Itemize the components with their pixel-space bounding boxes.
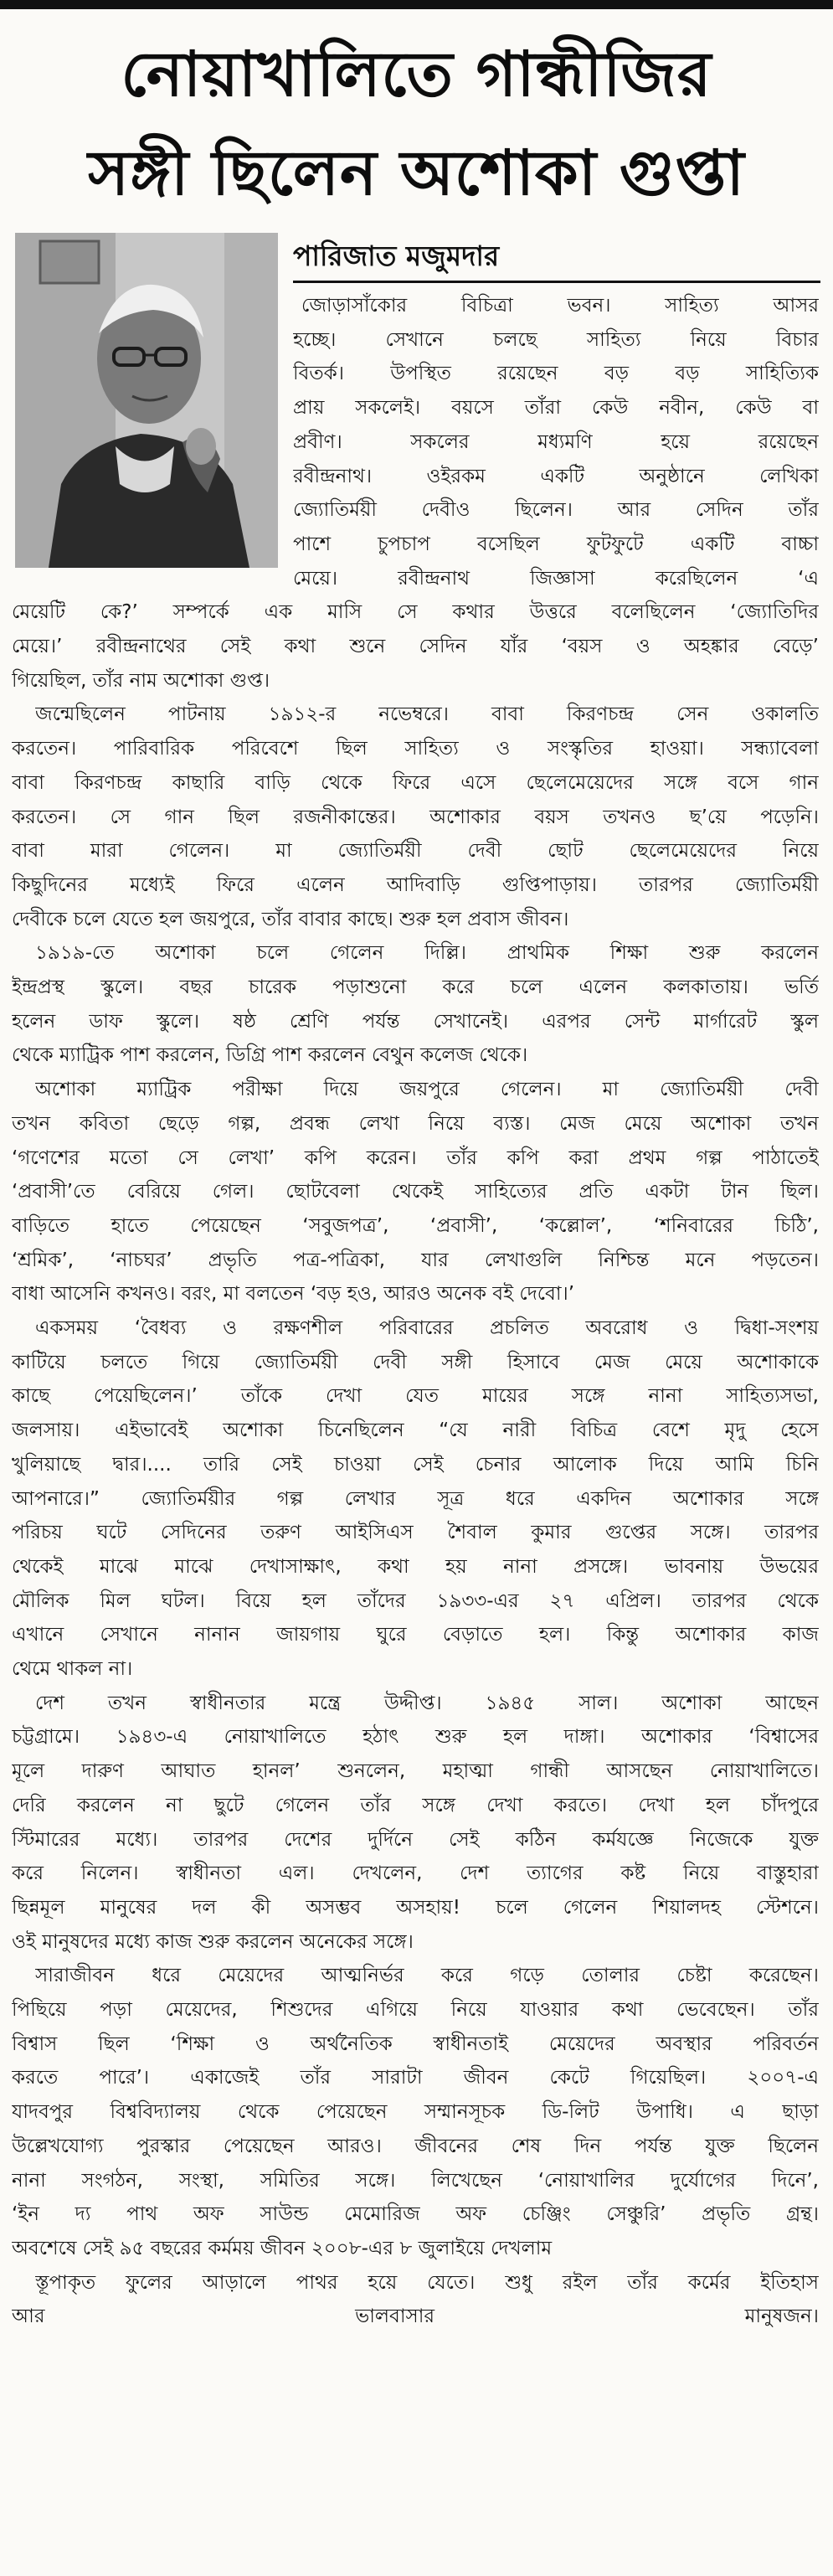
article-line: একসময় ‘বৈধব্য ও রক্ষণশীল পরিবারের প্রচলিত অবরোধ ও দ্বিধা-সংশয় [35, 1317, 819, 1339]
article-line: কাটিয়ে চলতে গিয়ে জ্যোতির্ময়ী দেবী সঙ্গী হিসাবে মেজ মেয়ে অশোকাকে [12, 1351, 819, 1373]
article-line: ‘শ্রমিক’, ‘নাচঘর’ প্রভৃতি পত্র-পত্রিকা, যার লেখাগুলি নিশ্চিন্ত মনে পড়তেন। [12, 1249, 819, 1271]
article-line: ছিন্নমূল মানুষের দল কী অসম্ভব অসহায়! চলে গেলেন শিয়ালদহ স্টেশনে। [12, 1896, 819, 1919]
article-line: স্টিমারের মধ্যে। তারপর দেশের দুর্দিনে সেই কঠিন কর্মযজ্ঞে নিজেকে যুক্ত [12, 1828, 819, 1851]
article-line: নানা সংগঠন, সংস্থা, সমিতির সঙ্গে। লিখেছেন ‘নোয়াখালির দুর্যোগের দিনে’, [12, 2169, 819, 2192]
article-line: জোড়াসাঁকোর বিচিত্রা ভবন। সাহিত্য আসর [301, 295, 819, 317]
article-line: থেমে থাকল না। [12, 1658, 133, 1680]
article-line: বিশ্বাস ছিল ‘শিক্ষা ও অর্থনৈতিক স্বাধীনতাই মেয়েদের অবস্থার পরিবর্তন [12, 2032, 819, 2055]
article-line: স্তূপাকৃত ফুলের আড়ালে পাথর হয়ে যেতে। শুধু রইল তাঁর কর্মের ইতিহাস [35, 2271, 819, 2294]
article-line: চট্টগ্রামে। ১৯৪৩-এ নোয়াখালিতে হঠাৎ শুরু হল দাঙ্গা। অশোকার ‘বিশ্বাসের [12, 1726, 819, 1749]
portrait-photo-art [15, 233, 278, 568]
article-line: বাড়িতে হাতে পেয়েছেন ‘সবুজপত্র’, ‘প্রবাসী’, ‘কল্লোল’, ‘শনিবারের চিঠি’, [12, 1214, 819, 1237]
article-line: হলেন ডাফ স্কুলে। ষষ্ঠ শ্রেণি পর্যন্ত সেখানেই। এরপর সেন্ট মার্গারেট স্কুল [12, 1010, 819, 1033]
article-line: জন্মেছিলেন পাটনায় ১৯১২-র নভেম্বরে। বাবা কিরণচন্দ্র সেন ওকালতি [35, 703, 819, 726]
article-line: যাদবপুর বিশ্ববিদ্যালয় থেকে পেয়েছেন সম্মানসূচক ডি-লিট উপাধি। এ ছাড়া [12, 2101, 819, 2124]
article-line: অশোকা ম্যাট্রিক পরীক্ষা দিয়ে জয়পুরে গেলেন। মা জ্যোতির্ময়ী দেবী [35, 1079, 819, 1101]
article-line: অবশেষে সেই ৯৫ বছরের কর্মময় জীবন ২০০৮-এর ৮ জুলাইয়ে দেখলাম [12, 2237, 553, 2259]
article-line: থেকেই মাঝে মাঝে দেখাসাক্ষাৎ, কথা হয় নানা প্রসঙ্গে। ভাবনায় উভয়ের [12, 1555, 819, 1578]
article-line: পাশে চুপচাপ বসেছিল ফুটফুটে একটি বাচ্চা [293, 533, 819, 555]
article-line: বাবা মারা গেলেন। মা জ্যোতির্ময়ী দেবী ছোট ছেলেমেয়েদের নিয়ে [12, 840, 819, 863]
article-line: কিছুদিনের মধ্যেই ফিরে এলেন আদিবাড়ি গুপ্তিপাড়ায়। তারপর জ্যোতির্ময়ী [12, 873, 819, 896]
byline-author: পারিজাত মজুমদার [293, 237, 820, 283]
article-line: গিয়েছিল, তাঁর নাম অশোকা গুপ্ত। [12, 669, 270, 692]
article-line: আপনারে।” জ্যোতির্ময়ীর গল্প লেখার সূত্র ধরে একদিন অশোকার সঙ্গে [12, 1487, 819, 1510]
article-line: পিছিয়ে পড়া মেয়েদের, শিশুদের এগিয়ে নিয়ে যাওয়ার কথা ভেবেছেন। তাঁর [12, 1999, 819, 2021]
article-line: করতে পারে’। একাজেই তাঁর সারাটা জীবন কেটে গিয়েছিল। ২০০৭-এ [12, 2067, 819, 2089]
article-line: ‘গণেশের মতো সে লেখা’ কপি করেন। তাঁর কপি করা প্রথম গল্প পাঠাতেই [12, 1146, 819, 1169]
article-line: জলসায়। এইভাবেই অশোকা চিনেছিলেন “যে নারী বিচিত্র বেশে মৃদু হেসে [12, 1419, 819, 1442]
article-line: খুলিয়াছে দ্বার।.... তারি সেই চাওয়া সেই চেনার আলোক দিয়ে আমি চিনি [12, 1453, 819, 1476]
article-line: ওই মানুষদের মধ্যে কাজ শুরু করলেন অনেকের সঙ্গে। [12, 1930, 414, 1953]
article-line: পরিচয় ঘটে সেদিনের তরুণ আইসিএস শৈবাল কুমার গুপ্তের সঙ্গে। তারপর [12, 1522, 819, 1544]
article-line: দেশ তখন স্বাধীনতার মন্ত্রে উদ্দীপ্ত। ১৯৪৫ সাল। অশোকা আছেন [35, 1692, 819, 1714]
headline-line-2: সঙ্গী ছিলেন অশোকা গুপ্তা [88, 137, 745, 209]
article-line: এখানে সেখানে নানান জায়গায় ঘুরে বেড়াতে হল। কিন্তু অশোকার কাজ [12, 1624, 819, 1646]
headline [8, 25, 825, 223]
article-line: সারাজীবন ধরে মেয়েদের আত্মনির্ভর করে গড়ে তোলার চেষ্টা করেছেন। [35, 1965, 819, 1987]
article-line: ১৯১৯-তে অশোকা চলে গেলেন দিল্লি। প্রাথমিক শিক্ষা শুরু করলেন [35, 942, 819, 965]
article-line: দেরি করলেন না ছুটে গেলেন তাঁর সঙ্গে দেখা করতে। দেখা হল চাঁদপুরে [12, 1794, 819, 1816]
portrait-photo [15, 233, 278, 568]
article-line: কাছে পেয়েছিলেন।’ তাঁকে দেখা যেত মায়ের সঙ্গে নানা সাহিত্যসভা, [12, 1385, 819, 1408]
article-line: মূলে দারুণ আঘাত হানল’ শুনলেন, মহাত্মা গান্ধী আসছেন নোয়াখালিতে। [12, 1760, 819, 1783]
article-line: উল্লেখযোগ্য পুরস্কার পেয়েছেন আরও। জীবনের শেষ দিন পর্যন্ত যুক্ত ছিলেন [12, 2135, 819, 2157]
article-line: দেবীকে চলে যেতে হল জয়পুরে, তাঁর বাবার কাছে। শুরু হল প্রবাস জীবন। [12, 908, 569, 930]
article-line: থেকে ম্যাট্রিক পাশ করলেন, ডিগ্রি পাশ করলেন বেথুন কলেজ থেকে। [12, 1044, 528, 1067]
article-line: জ্যোতির্ময়ী দেবীও ছিলেন। আর সেদিন তাঁর [293, 499, 819, 522]
article-line: করতেন। পারিবারিক পরিবেশে ছিল সাহিত্য ও সংস্কৃতির হাওয়া। সন্ধ্যাবেলা [12, 738, 819, 760]
article-line: করে নিলেন। স্বাধীনতা এল। দেখলেন, দেশ ত্যাগের কষ্ট নিয়ে বাস্তুহারা [12, 1862, 819, 1885]
article-line: মেয়ে। রবীন্দ্রনাথ জিজ্ঞাসা করেছিলেন ‘এ [293, 567, 819, 590]
article-line: মেয়ে।’ রবীন্দ্রনাথের সেই কথা শুনে সেদিন যাঁর ‘বয়স ও অহঙ্কার বেড়ে’ [12, 636, 819, 657]
article-line: বিতর্ক। উপস্থিত রয়েছেন বড় বড় সাহিত্যিক [293, 363, 819, 385]
article-line: বাবা কিরণচন্দ্র কাছারি বাড়ি থেকে ফিরে এসে ছেলেমেয়েদের সঙ্গে বসে গান [12, 771, 819, 794]
top-rule [0, 0, 833, 9]
article-line: রবীন্দ্রনাথ। ওইরকম একটি অনুষ্ঠানে লেখিকা [293, 465, 819, 487]
article-line: করতেন। সে গান ছিল রজনীকান্তের। অশোকার বয়স তখনও ছ’য়ে পড়েনি। [12, 806, 819, 828]
article-line: প্রবীণ। সকলের মধ্যমণি হয়ে রয়েছেন [293, 430, 819, 453]
headline-line-1: নোয়াখালিতে গান্ধীজির [121, 39, 712, 111]
article-line: তখন কবিতা ছেড়ে গল্প, প্রবন্ধ লেখা নিয়ে ব্যস্ত। মেজ মেয়ে অশোকা তখন [12, 1112, 819, 1135]
article-line: ‘ইন দ্য পাথ অফ সাউন্ড মেমোরিজ অফ চেঞ্জিং সেঞ্চুরি’ প্রভৃতি গ্রন্থ। [12, 2203, 819, 2226]
article-line: হচ্ছে। সেখানে চলছে সাহিত্য নিয়ে বিচার [293, 328, 819, 351]
article-line: আর ভালবাসার মানুষজন। [12, 2306, 819, 2328]
article-line: মেয়েটি কে?’ সম্পর্কে এক মাসি সে কথার উত্তরে বলেছিলেন ‘জ্যোতিদির [12, 601, 819, 624]
article-line: ইন্দ্রপ্রস্থ স্কুলে। বছর চারেক পড়াশুনো করে চলে এলেন কলকাতায়। ভর্তি [12, 976, 819, 998]
article-line: মৌলিক মিল ঘটল। বিয়ে হল তাঁদের ১৯৩৩-এর ২৭ এপ্রিল। তারপর থেকে [12, 1589, 819, 1612]
article-line: বাধা আসেনি কখনও। বরং, মা বলতেন ‘বড় হও, আরও অনেক বই দেবো।’ [12, 1283, 575, 1306]
article-line: ‘প্রবাসী’তে বেরিয়ে গেল। ছোটবেলা থেকেই সাহিত্যের প্রতি একটা টান ছিল। [12, 1181, 819, 1203]
article-line: প্রায় সকলেই। বয়সে তাঁরা কেউ নবীন, কেউ বা [293, 397, 819, 420]
